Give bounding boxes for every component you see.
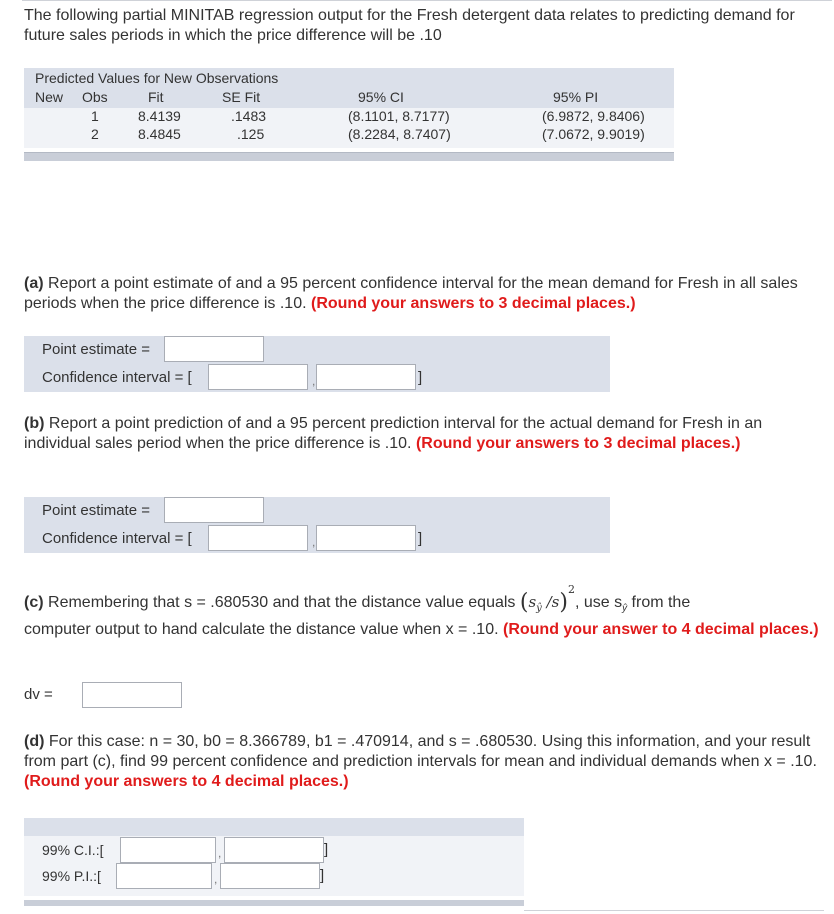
row2-fit: 8.4845 xyxy=(138,126,181,142)
part-c-question-line1 xyxy=(24,578,824,614)
part-d-answer-area xyxy=(24,836,524,896)
distance-formula: ($s_ŷ$ /s)$^2$ xyxy=(519,583,575,615)
row1-ci: (8.1101, 8.7177) xyxy=(348,108,450,124)
part-d-ci-high-input[interactable] xyxy=(224,837,324,863)
part-a-ci-label: Confidence interval = [ xyxy=(42,369,192,386)
part-c-text3: from the xyxy=(627,594,691,611)
top-divider xyxy=(22,0,832,1)
part-d-question xyxy=(24,732,824,792)
part-d-pi-high-input[interactable] xyxy=(220,863,320,889)
part-b-instruction: (Round your answers to 3 decimal places.) xyxy=(415,435,741,452)
col-fit: Fit xyxy=(148,89,164,105)
minitab-output xyxy=(24,68,674,148)
col-pi: 95% PI xyxy=(553,89,599,105)
col-ci: 95% CI xyxy=(358,89,404,105)
col-new: New xyxy=(35,89,64,105)
part-d-pi-comma: , xyxy=(214,872,218,886)
part-a-point-input[interactable] xyxy=(164,336,264,362)
part-b-point-input[interactable] xyxy=(164,497,264,523)
row1-pi: (6.9872, 9.8406) xyxy=(542,108,645,124)
y-hat-subscript: ŷ xyxy=(622,603,628,615)
part-c-text2: , use s xyxy=(574,594,623,611)
part-a-comma: , xyxy=(312,374,316,388)
part-c-text4: computer output to hand calculate the distance value when x = .10. xyxy=(24,621,503,638)
bottom-divider xyxy=(524,910,824,911)
row2-se-fit: .125 xyxy=(237,126,265,142)
part-c-label: (c) xyxy=(24,594,44,611)
intro-text: The following partial MINITAB regression output for the Fresh detergent data relates to predicting demand for future sales periods in which the price difference will be .10 xyxy=(24,7,795,44)
col-obs: Obs xyxy=(82,89,108,105)
minitab-header xyxy=(24,68,674,108)
part-d-ci-label: 99% C.I.:[ xyxy=(42,842,104,858)
part-d-pi-label: 99% P.I.:[ xyxy=(42,868,101,884)
part-d-ci-low-input[interactable] xyxy=(120,837,216,863)
part-c-instruction: (Round your answer to 4 decimal places.) xyxy=(502,621,819,638)
part-d-ci-comma: , xyxy=(218,846,222,860)
part-b-point-label: Point estimate = xyxy=(42,502,150,519)
part-b-ci-label: Confidence interval = [ xyxy=(42,530,192,547)
part-d-pi-low-input[interactable] xyxy=(116,863,212,889)
part-d-instruction: (Round your answers to 4 decimal places.) xyxy=(24,773,349,790)
part-a-question xyxy=(24,274,824,314)
part-b-question xyxy=(24,414,824,454)
part-d-header-bar xyxy=(24,818,524,836)
part-b-label: (b) xyxy=(24,415,45,432)
dv-label: dv = xyxy=(24,686,53,703)
part-d-ci-close: ] xyxy=(324,841,329,858)
part-a-answer-box xyxy=(24,336,610,392)
part-b-close-bracket: ] xyxy=(418,530,423,547)
part-d-pi-close: ] xyxy=(320,867,325,884)
row1-fit: 8.4139 xyxy=(138,108,181,124)
col-se-fit: SE Fit xyxy=(222,89,261,105)
row1-se-fit: .1483 xyxy=(231,108,267,124)
part-b-comma: , xyxy=(312,535,316,549)
part-d-label: (d) xyxy=(24,733,45,750)
row2-pi: (7.0672, 9.9019) xyxy=(542,126,645,142)
part-a-close-bracket: ] xyxy=(418,369,423,386)
part-c-text1: Remembering that s = .680530 and that the distance value equals xyxy=(43,594,520,611)
dv-input[interactable] xyxy=(82,682,182,708)
part-d-text: For this case: n = 30, b0 = 8.366789, b1 = .470914, and s = .680530. Using this information, and your result from part (c), find 99 percent confidence and prediction intervals for mean and individual demands when x = .10. xyxy=(24,733,817,770)
minitab-title: Predicted Values for New Observations xyxy=(35,70,279,86)
part-b-text: Report a point prediction of and a 95 percent prediction interval for the actual demand for Fresh in an individual sales period when the price difference is .10. xyxy=(24,415,763,452)
part-a-instruction: (Round your answers to 3 decimal places.) xyxy=(310,295,636,312)
part-a-point-label: Point estimate = xyxy=(42,341,150,358)
part-a-ci-high-input[interactable] xyxy=(316,364,416,390)
row2-obs: 2 xyxy=(91,126,99,142)
minitab-rows xyxy=(24,108,674,148)
part-d-bottom-bar xyxy=(24,900,524,906)
row1-obs: 1 xyxy=(91,108,99,124)
part-a-ci-low-input[interactable] xyxy=(208,364,308,390)
row2-ci: (8.2284, 8.7407) xyxy=(348,126,451,142)
minitab-scrollbar xyxy=(24,152,674,161)
part-b-pi-low-input[interactable] xyxy=(208,525,308,551)
part-b-answer-box xyxy=(24,497,610,553)
part-a-text: Report a point estimate of and a 95 percent confidence interval for the mean demand for Fresh in all sales periods when the price difference is .10. xyxy=(24,275,798,312)
part-a-label: (a) xyxy=(24,275,44,292)
part-b-pi-high-input[interactable] xyxy=(316,525,416,551)
part-c-question-line2 xyxy=(24,620,824,640)
